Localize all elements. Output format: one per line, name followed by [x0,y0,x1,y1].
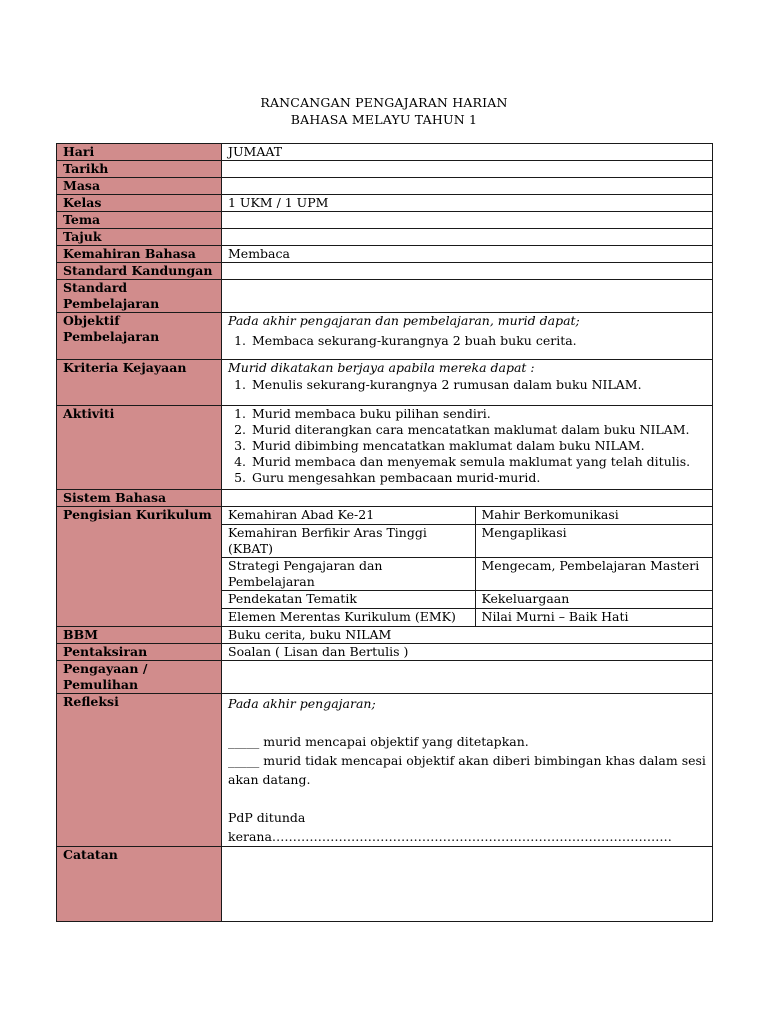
value-masa[interactable] [222,178,713,195]
value-standard-kandungan[interactable] [222,263,713,280]
document-subtitle: BAHASA MELAYU TAHUN 1 [290,112,478,127]
label-masa: Masa [57,178,222,195]
row-tema [57,212,713,229]
lesson-plan-table [56,143,713,922]
label-catatan: Catatan [57,847,222,922]
table-row [222,591,712,609]
table-row [222,507,712,525]
label-tajuk: Tajuk [57,229,222,246]
aktiviti-list [228,406,706,486]
value-pentaksiran[interactable]: Soalan ( Lisan dan Bertulis ) [222,644,713,661]
row-kriteria [57,360,713,406]
label-refleksi: Refleksi [57,694,222,847]
table-row [222,558,712,591]
label-bbm: BBM [57,627,222,644]
refleksi-line: _____ murid mencapai objektif yang ditetapkan. [228,734,529,749]
row-pengayaan [57,661,713,694]
row-sistem-bahasa [57,490,713,507]
list-item: 5. Guru mengesahkan pembacaan murid-murid. [250,470,706,486]
label-tarikh: Tarikh [57,161,222,178]
label-standard-pembelajaran: Standard Pembelajaran [57,280,222,313]
row-aktiviti [57,406,713,490]
label-standard-kandungan: Standard Kandungan [57,263,222,280]
kriteria-list [228,377,706,393]
value-sistem-bahasa[interactable] [222,490,713,507]
list-item: 4. Murid membaca dan menyemak semula maklumat yang telah ditulis. [250,454,706,470]
label-aktiviti: Aktiviti [57,406,222,490]
objektif-list [228,333,706,349]
label-hari: Hari [57,144,222,161]
row-masa [57,178,713,195]
list-item: 1. Membaca sekurang-kurangnya 2 buah buku cerita. [250,333,706,349]
pengisian-key: Kemahiran Berfikir Aras Tinggi (KBAT) [222,525,475,558]
refleksi-line: _____ murid tidak mencapai objektif akan diberi bimbingan khas dalam sesi akan datang. [228,753,706,787]
value-hari[interactable]: JUMAAT [222,144,713,161]
list-item: 1. Murid membaca buku pilihan sendiri. [250,406,706,422]
table-row [222,525,712,558]
value-kelas[interactable]: 1 UKM / 1 UPM [222,195,713,212]
value-catatan[interactable] [222,847,713,922]
label-kelas: Kelas [57,195,222,212]
row-standard-kandungan [57,263,713,280]
list-item: 2. Murid diterangkan cara mencatatkan maklumat dalam buku NILAM. [250,422,706,438]
label-kemahiran: Kemahiran Bahasa [57,246,222,263]
value-tajuk[interactable] [222,229,713,246]
row-tarikh [57,161,713,178]
row-standard-pembelajaran [57,280,713,313]
value-pengisian [222,507,713,627]
label-tema: Tema [57,212,222,229]
row-pengisian [57,507,713,627]
label-pengisian: Pengisian Kurikulum [57,507,222,627]
kriteria-intro: Murid dikatakan berjaya apabila mereka dapat : [228,360,535,375]
pengisian-key: Elemen Merentas Kurikulum (EMK) [222,609,475,627]
row-objektif [57,313,713,360]
refleksi-line: PdP ditunda kerana…………………………………………………………………………………… [228,810,672,844]
pengisian-value[interactable]: Nilai Murni – Baik Hati [475,609,712,627]
pengisian-key: Pendekatan Tematik [222,591,475,609]
row-catatan [57,847,713,922]
row-tajuk [57,229,713,246]
value-refleksi[interactable] [222,694,713,847]
value-kriteria[interactable] [222,360,713,406]
value-aktiviti[interactable] [222,406,713,490]
label-sistem-bahasa: Sistem Bahasa [57,490,222,507]
row-kemahiran [57,246,713,263]
row-kelas [57,195,713,212]
row-pentaksiran [57,644,713,661]
value-objektif[interactable] [222,313,713,360]
row-refleksi [57,694,713,847]
label-pentaksiran: Pentaksiran [57,644,222,661]
value-tema[interactable] [222,212,713,229]
row-hari [57,144,713,161]
label-objektif: Objektif Pembelajaran [57,313,222,360]
pengisian-value[interactable]: Kekeluargaan [475,591,712,609]
pengisian-key: Strategi Pengajaran dan Pembelajaran [222,558,475,591]
refleksi-intro: Pada akhir pengajaran; [228,696,376,711]
label-kriteria: Kriteria Kejayaan [57,360,222,406]
value-pengayaan[interactable] [222,661,713,694]
objektif-intro: Pada akhir pengajaran dan pembelajaran, murid dapat; [228,313,580,328]
value-standard-pembelajaran[interactable] [222,280,713,313]
pengisian-value[interactable]: Mengaplikasi [475,525,712,558]
row-bbm [57,627,713,644]
list-item: 1. Menulis sekurang-kurangnya 2 rumusan dalam buku NILAM. [250,377,706,393]
label-pengayaan: Pengayaan / Pemulihan [57,661,222,694]
pengisian-value[interactable]: Mengecam, Pembelajaran Masteri [475,558,712,591]
table-row [222,609,712,627]
document-title: RANCANGAN PENGAJARAN HARIAN [260,95,508,110]
value-bbm[interactable]: Buku cerita, buku NILAM [222,627,713,644]
pengisian-table [222,507,712,626]
list-item: 3. Murid dibimbing mencatatkan maklumat dalam buku NILAM. [250,438,706,454]
value-tarikh[interactable] [222,161,713,178]
pengisian-value[interactable]: Mahir Berkomunikasi [475,507,712,525]
pengisian-key: Kemahiran Abad Ke-21 [222,507,475,525]
value-kemahiran[interactable]: Membaca [222,246,713,263]
